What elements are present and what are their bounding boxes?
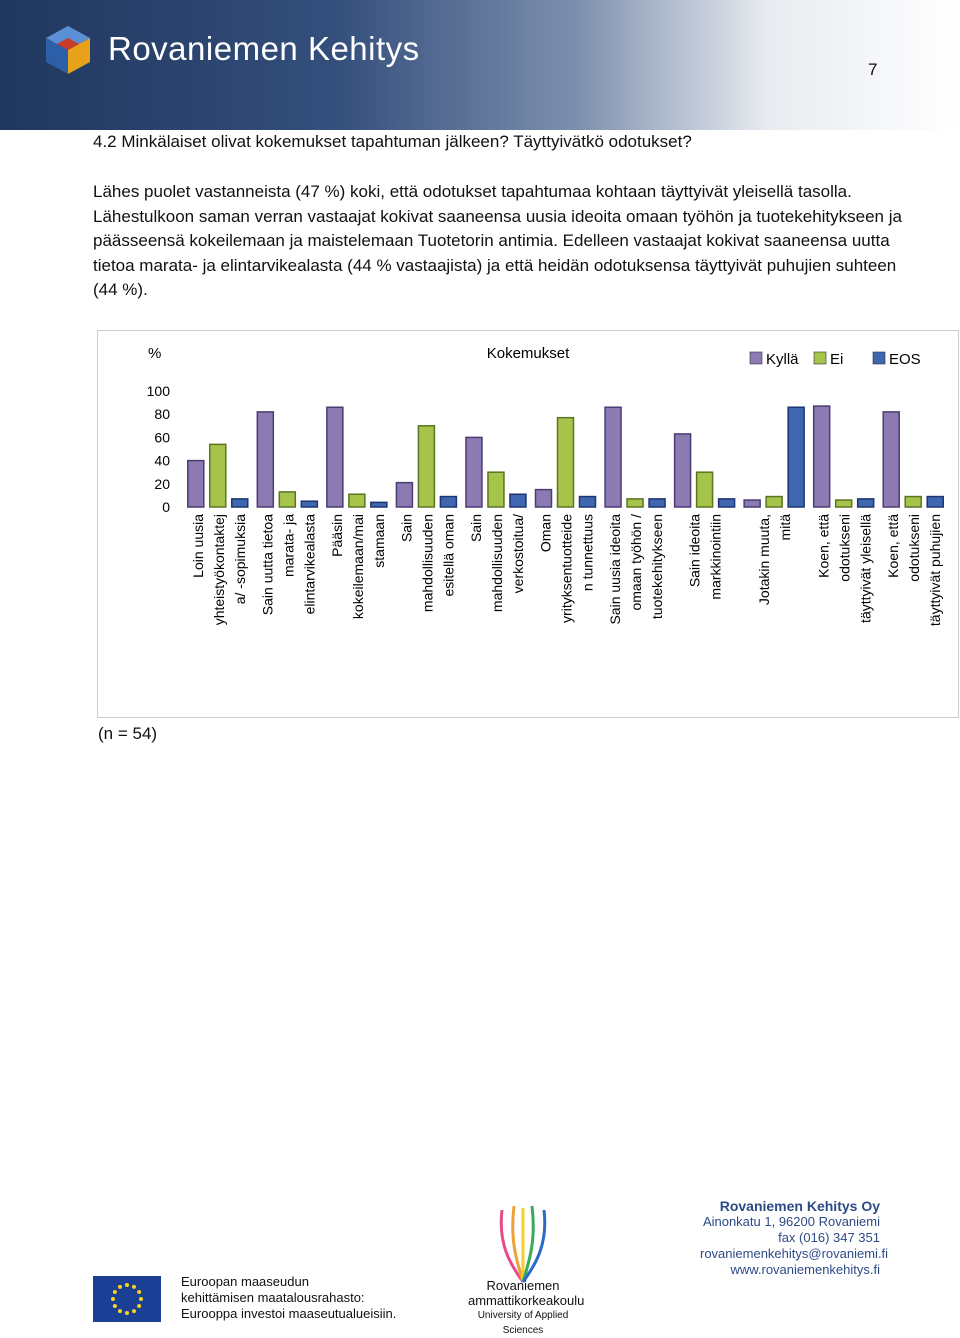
- page-header: [0, 0, 960, 130]
- x-tick-label: [329, 514, 387, 619]
- x-tick-label-line: Sain uusia ideoita: [607, 514, 624, 625]
- x-tick-label: [756, 514, 793, 605]
- bar-eos: [927, 497, 943, 507]
- school-name: Rovaniemen ammattikorkeakoulu University of Applied Sciences: [468, 1278, 585, 1336]
- x-tick-label-line: Koen, että: [815, 514, 832, 578]
- bar-kyllä: [883, 412, 899, 507]
- x-tick-label-line: mahdollisuuden: [488, 514, 505, 613]
- bar-kyllä: [188, 461, 204, 507]
- x-tick-label-line: verkostoitua/: [509, 514, 526, 594]
- x-tick-label-line: täyttyivät yleisellä: [857, 514, 874, 623]
- legend-label-kyllä: Kyllä: [766, 351, 799, 368]
- bar-kyllä: [466, 437, 482, 507]
- x-tick-label: [816, 514, 874, 623]
- bar-ei: [558, 418, 574, 507]
- bar-ei: [210, 444, 226, 507]
- y-tick-label: 0: [162, 499, 170, 515]
- x-tick-label-line: yrityksentuotteide: [558, 514, 575, 623]
- x-tick-label: [885, 514, 943, 626]
- bar-ei: [836, 500, 852, 507]
- page-footer: [0, 1190, 960, 1336]
- bar-kyllä: [536, 490, 552, 507]
- bar-eos: [858, 499, 874, 507]
- x-tick-label-line: markkinointiin: [707, 514, 724, 600]
- x-tick-label-line: odotukseni: [906, 514, 923, 582]
- x-tick-label: [687, 514, 724, 600]
- bar-ei: [349, 494, 365, 507]
- company-contact: Rovaniemen Kehitys Oy Ainonkatu 1, 96200 Rovaniemi fax (016) 347 351 rovaniemenkehitys@rovaniemi.fi www.rovaniemenkehitys.fi: [700, 1198, 889, 1277]
- bar-kyllä: [327, 407, 343, 507]
- x-tick-label: [607, 514, 665, 625]
- experiences-bar-chart: [98, 331, 958, 717]
- bar-ei: [766, 497, 782, 507]
- x-tick-label: [190, 514, 248, 626]
- x-tick-label-line: Sain: [398, 514, 415, 543]
- bar-ei: [488, 472, 504, 507]
- legend-swatch-kyllä: [750, 352, 762, 364]
- bar-ei: [418, 426, 434, 507]
- page-number: 7: [868, 60, 878, 79]
- sample-size-note: (n = 54): [98, 724, 158, 743]
- x-tick-label: [398, 514, 456, 612]
- legend-swatch-ei: [814, 352, 826, 364]
- y-tick-label: 100: [146, 383, 170, 399]
- x-tick-label: [468, 514, 526, 612]
- cube-logo-icon: [42, 24, 94, 76]
- bar-kyllä: [605, 407, 621, 507]
- bar-eos: [301, 501, 317, 507]
- x-tick-label-line: mahdollisuuden: [419, 514, 436, 613]
- bar-eos: [580, 497, 596, 507]
- x-tick-label-line: Sain: [467, 514, 484, 543]
- x-tick-label-line: stamaan: [370, 514, 387, 568]
- x-tick-label-line: Sain ideoita: [686, 514, 703, 588]
- x-tick-label-line: täyttyivät puhujien: [927, 514, 944, 627]
- bar-kyllä: [396, 483, 412, 507]
- ramk-flame-logo-icon: [490, 1204, 556, 1284]
- x-tick-label-line: elintarvikealasta: [301, 514, 318, 615]
- chart-frame: [97, 330, 959, 718]
- bar-ei: [279, 492, 295, 507]
- brand-name: Rovaniemen Kehitys: [108, 30, 420, 67]
- x-tick-label-line: marata- ja: [280, 514, 297, 578]
- bar-eos: [371, 502, 387, 507]
- x-tick-label-line: esitellä oman: [440, 514, 457, 597]
- bar-ei: [627, 499, 643, 507]
- x-tick-label: [259, 514, 317, 615]
- bar-kyllä: [814, 406, 830, 507]
- y-axis-label: %: [148, 345, 162, 362]
- bar-kyllä: [744, 500, 760, 507]
- legend-label-ei: Ei: [830, 351, 844, 368]
- legend-swatch-eos: [873, 352, 885, 364]
- x-tick-label-line: Jotakin muuta,: [756, 514, 773, 606]
- x-tick-label-line: Loin uusia: [189, 514, 206, 578]
- y-tick-label: 60: [154, 429, 170, 446]
- bar-eos: [232, 499, 248, 507]
- x-tick-label-line: a/ -sopimuksia: [231, 514, 248, 605]
- eu-text: Euroopan maaseudun kehittämisen maatalousrahasto: Eurooppa investoi maaseutualueisiin.: [181, 1274, 397, 1321]
- x-tick-label-line: Oman: [537, 514, 554, 553]
- section-heading: 4.2 Minkälaiset olivat kokemukset tapahtuman jälkeen? Täyttyivätkö odotukset?: [93, 132, 692, 151]
- x-tick-label-line: odotukseni: [836, 514, 853, 582]
- bar-kyllä: [257, 412, 273, 507]
- x-tick-label-line: tuotekehitykseen: [649, 514, 666, 620]
- bar-eos: [649, 499, 665, 507]
- eu-flag-icon: [93, 1276, 161, 1322]
- bar-eos: [440, 497, 456, 507]
- bar-eos: [510, 494, 526, 507]
- chart-title: Kokemukset: [486, 345, 570, 362]
- x-tick-label-line: yhteistyökontaktej: [210, 514, 227, 626]
- legend-label-eos: EOS: [889, 351, 921, 368]
- x-tick-label-line: Sain uutta tietoa: [259, 514, 276, 616]
- bar-eos: [719, 499, 735, 507]
- body-paragraph: Lähes puolet vastanneista (47 %) koki, että odotukset tapahtumaa kohtaan täyttyivät yleisellä tasolla. Lähestulkoon saman verran vastaajat kokivat saaneensa uusia ideoita omaan työhön ja tuotekehitykseen ja päässeensä kokeilemaan ja maistelemaan Tuotetorin antimia. Edelleen vastaajat kokivat saaneensa uutta tietoa marata- ja elintarvikealasta (44 % vastaajista) ja että heidän odotuksensa täyttyivät puhujien suhteen (44 %).: [93, 182, 902, 299]
- y-tick-label: 20: [154, 475, 170, 492]
- bar-ei: [697, 472, 713, 507]
- x-tick-label-line: n tunnettuus: [579, 514, 596, 592]
- bar-ei: [905, 497, 921, 507]
- y-tick-label: 80: [154, 406, 170, 423]
- x-tick-label-line: kokeilemaan/mai: [349, 514, 366, 620]
- x-tick-label-line: Koen, että: [885, 514, 902, 578]
- y-tick-label: 40: [154, 452, 170, 469]
- x-tick-label-line: Pääsin: [328, 514, 345, 557]
- bar-kyllä: [675, 434, 691, 507]
- bar-eos: [788, 407, 804, 507]
- x-tick-label-line: omaan työhön /: [628, 514, 645, 611]
- x-tick-label: [538, 514, 596, 623]
- x-tick-label-line: mitä: [777, 514, 794, 541]
